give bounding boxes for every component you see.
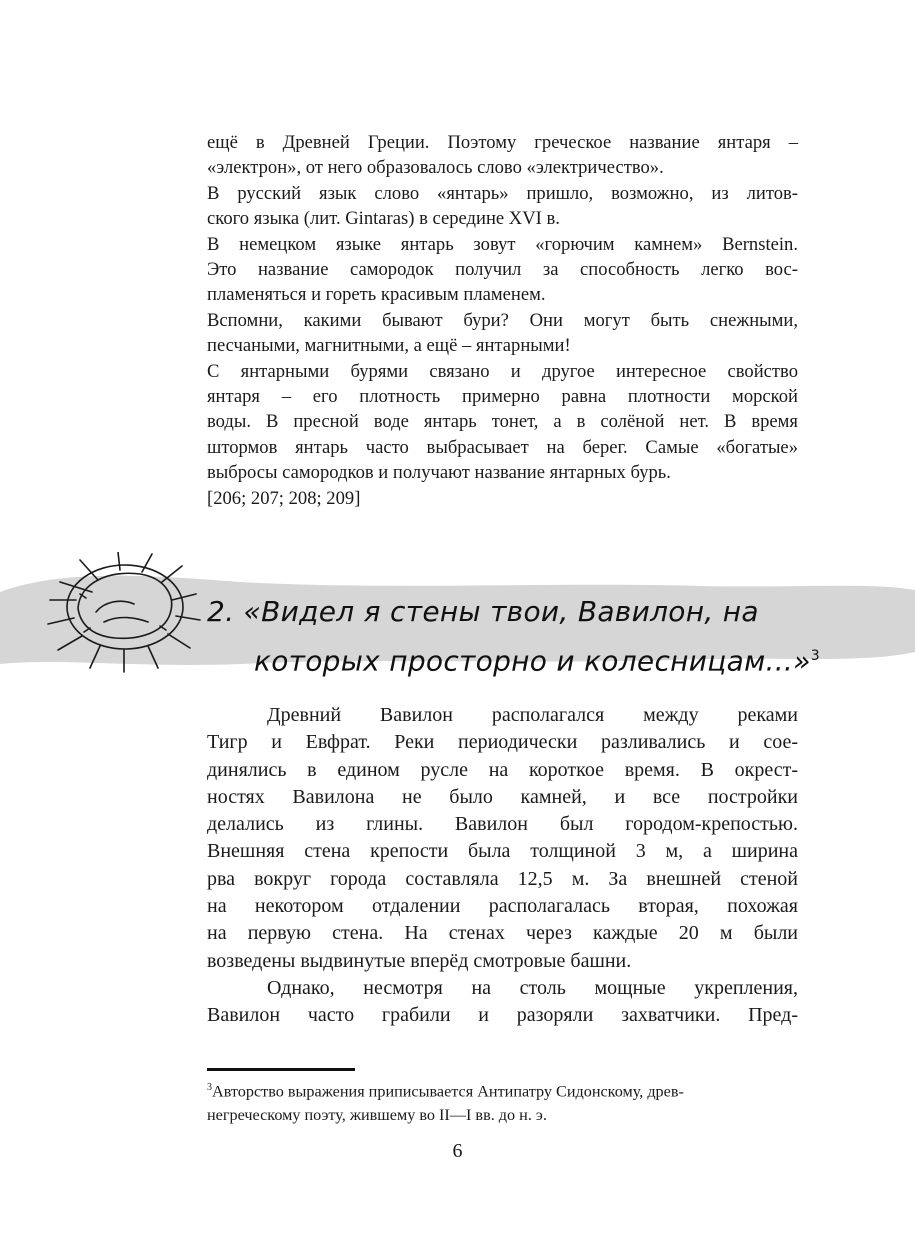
footnote-mark: 3	[207, 1082, 212, 1093]
intro-line: С янтарными бурями связано и другое интересное свойство	[207, 360, 798, 382]
intro-text	[207, 130, 798, 511]
body-line: Вавилон часто грабили и разоряли захватчики. Пред-	[207, 1004, 798, 1027]
intro-line: выбросы самородков и получают название янтарных бурь.	[207, 462, 671, 484]
intro-line: ещё в Древней Греции. Поэтому греческое название янтаря –	[207, 132, 798, 153]
intro-line: штормов янтарь часто выбрасывает на берег. Самые «богатые»	[207, 436, 798, 458]
intro-line: Вспомни, какими бывают бури? Они могут быть снежными,	[207, 309, 798, 331]
intro-line: песчаными, магнитными, а ещё – янтарными!	[207, 335, 571, 357]
footnote-line-2: негреческому поэту, жившему во II—I вв. до н. э.	[207, 1106, 547, 1125]
footnote-line-1-wrap	[207, 1076, 798, 1103]
body-text	[207, 702, 798, 1030]
section-heading	[207, 590, 827, 683]
body-line: динялись в едином русле на короткое время. В окрест-	[207, 758, 798, 781]
body-line: ностях Вавилона не было камней, и все постройки	[207, 785, 798, 808]
body-line: на первую стена. На стенах через каждые 20 м были	[207, 922, 798, 945]
intro-line: В немецком языке янтарь зовут «горючим камнем» Bernstein.	[207, 233, 798, 255]
intro-line: «электрон», от него образовалось слово «электричество».	[207, 157, 664, 179]
footnote	[207, 1076, 798, 1127]
body-line: рва вокруг города составляла 12,5 м. За внешней стеной	[207, 867, 798, 890]
heading-line-2: которых просторно и колесницам...»	[254, 644, 811, 678]
body-line: на некотором отдалении располагалась вторая, похожая	[207, 895, 798, 918]
intro-line: Это название самородок получил за способность легко вос-	[207, 259, 798, 281]
intro-line: воды. В пресной воде янтарь тонет, а в солёной нет. В время	[207, 411, 798, 433]
intro-line: ского языка (лит. Gintaras) в середине XVI в.	[207, 208, 560, 230]
body-line: делались из глины. Вавилон был городом-крепостью.	[207, 813, 798, 836]
page-number: 6	[452, 1140, 463, 1162]
intro-line: В русский язык слово «янтарь» пришло, возможно, из литов-	[207, 182, 798, 204]
citation: [206; 207; 208; 209]	[207, 487, 361, 509]
body-line: Однако, несмотря на столь мощные укрепления,	[267, 976, 798, 999]
footnote-rule	[207, 1068, 355, 1071]
body-line: Внешняя стена крепости была толщиной 3 м, а ширина	[207, 840, 798, 863]
body-line: возведены выдвинутые вперёд смотровые башни.	[207, 949, 632, 972]
intro-line: янтаря – его плотность примерно равна плотности морской	[207, 386, 798, 408]
footnote-line-1: Авторство выражения приписывается Антипатру Сидонскому, древ-	[212, 1082, 684, 1101]
body-line: Тигр и Евфрат. Реки периодически разливались и сое-	[207, 731, 798, 754]
body-line: Древний Вавилон располагался между реками	[267, 704, 798, 726]
heading-line-2-wrap	[207, 634, 827, 683]
intro-line: пламеняться и гореть красивым пламенем.	[207, 284, 546, 306]
heading-line-1: 2. «Видел я стены твои, Вавилон, на	[207, 595, 759, 628]
heading-footnote-mark: 3	[810, 648, 820, 664]
